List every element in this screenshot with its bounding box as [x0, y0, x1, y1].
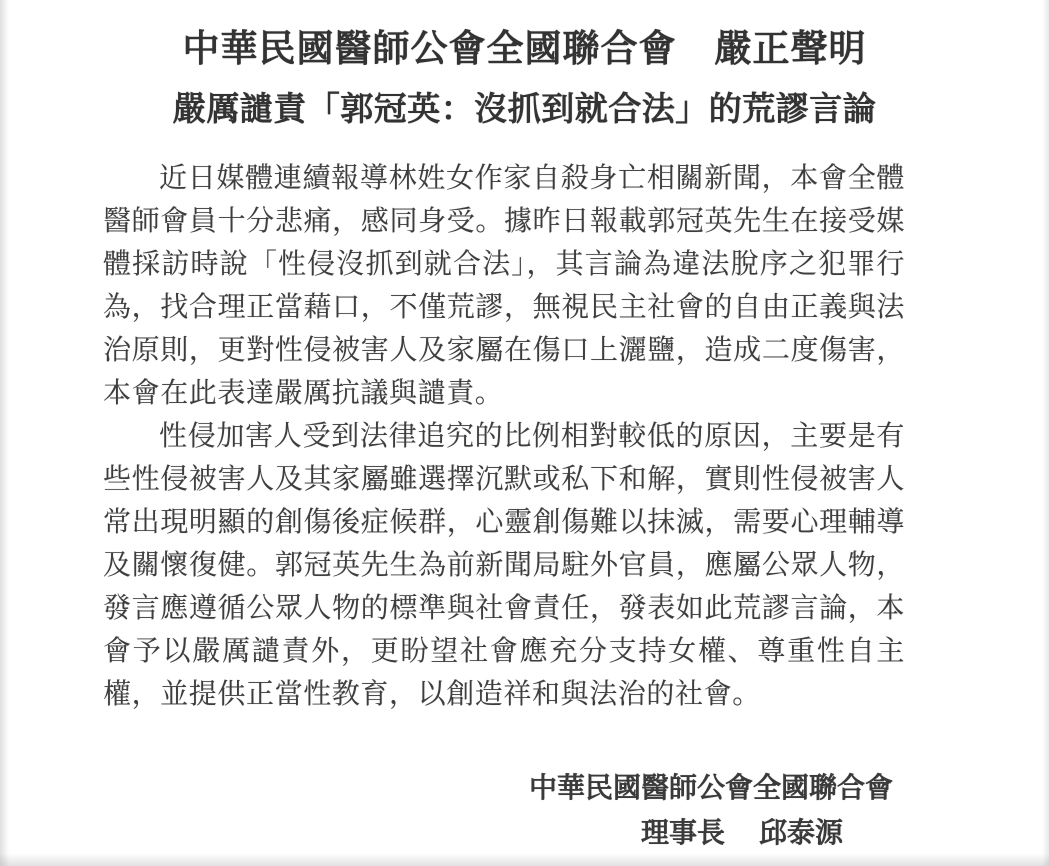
signature-role: 理事長	[640, 818, 725, 849]
document-body	[0, 157, 1049, 716]
signature-block	[0, 766, 1049, 856]
signature-line	[0, 811, 893, 856]
body-paragraph-1: 近日媒體連續報導林姓女作家自殺身亡相關新聞，本會全體醫師會員十分悲痛，感同身受。據昨日報載郭冠英先生在接受媒體採訪時說「性侵沒抓到就合法」，其言論為違法脫序之犯罪行為，找合理正當藉口，不僅荒謬，無視民主社會的自由正義與法治原則，更對性侵被害人及家屬在傷口上灑鹽，造成二度傷害，本會在此表達嚴厲抗議與譴責。	[103, 163, 905, 409]
signature-organization: 中華民國醫師公會全國聯合會	[528, 773, 893, 804]
document-title: 中華民國醫師公會全國聯合會 嚴正聲明	[182, 29, 867, 70]
signature-name: 邱泰源	[758, 818, 843, 849]
body-paragraph-2: 性侵加害人受到法律追究的比例相對較低的原因，主要是有些性侵被害人及其家屬雖選擇沉默或私下和解，實則性侵被害人常出現明顯的創傷後症候群，心靈創傷難以抹滅，需要心理輔導及關懷復健。郭冠英先生為前新聞局駐外官員，應屬公眾人物，發言應遵循公眾人物的標準與社會責任，發表如此荒謬言論，本會予以嚴厲譴責外，更盼望社會應充分支持女權、尊重性自主權，並提供正當性教育，以創造祥和與法治的社會。	[103, 421, 905, 710]
document-subtitle: 嚴厲譴責「郭冠英：沒抓到就合法」的荒謬言論	[172, 92, 877, 128]
